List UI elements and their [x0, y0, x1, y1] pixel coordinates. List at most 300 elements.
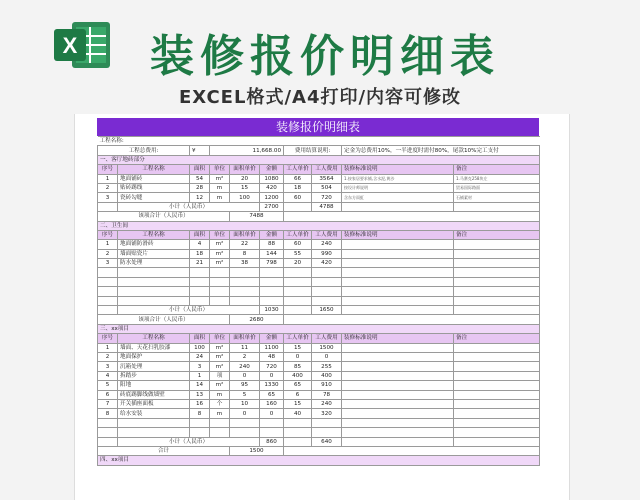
cell-wfee: 255 — [312, 362, 342, 371]
cell-amount: 798 — [260, 259, 284, 268]
cell-unit — [210, 268, 230, 277]
cell-area: 3 — [190, 362, 210, 371]
cell-remark — [454, 381, 540, 390]
cell-name: 沉箱处理 — [118, 362, 190, 371]
cell-wprice: 60 — [284, 193, 312, 202]
column-header: 工程名称 — [118, 165, 190, 174]
column-header: 序号 — [98, 334, 118, 343]
cell-area — [190, 268, 210, 277]
cell-price: 5 — [230, 390, 260, 399]
section-title: 四、xx项目 — [98, 456, 540, 465]
cell-remark — [454, 399, 540, 408]
cell-desc — [342, 371, 454, 380]
cell-no: 5 — [98, 381, 118, 390]
cell-wprice: 85 — [284, 362, 312, 371]
table-row-empty — [98, 277, 540, 286]
cell-name: 地面铺砖 — [118, 174, 190, 183]
cell-wprice — [284, 268, 312, 277]
cell-area: 21 — [190, 259, 210, 268]
cell-price: 100 — [230, 193, 260, 202]
currency-symbol: ¥ — [190, 146, 210, 155]
project-name-row — [98, 137, 540, 146]
column-header: 面积 — [190, 230, 210, 239]
cell-price: 22 — [230, 240, 260, 249]
cell-amount: 1100 — [260, 343, 284, 352]
cell-wfee — [312, 287, 342, 296]
cell-wprice: 18 — [284, 183, 312, 192]
cell-desc — [342, 409, 454, 418]
cell-wfee — [312, 277, 342, 286]
subtotal-label: 小计（人民币） — [118, 202, 260, 211]
column-header: 单位 — [210, 334, 230, 343]
cell-desc — [342, 240, 454, 249]
excel-logo-icon — [54, 20, 112, 70]
cell-wprice: 6 — [284, 390, 312, 399]
cell-wprice: 0 — [284, 352, 312, 361]
cell-wfee — [312, 296, 342, 305]
banner-title: 装修报价明细表 — [150, 31, 500, 82]
column-header: 工程名称 — [118, 334, 190, 343]
cell-no: 2 — [98, 249, 118, 258]
cell-wfee: 1500 — [312, 343, 342, 352]
subtotal-amount: 2700 — [260, 202, 284, 211]
cell-area: 16 — [190, 399, 210, 408]
cell-price — [230, 268, 260, 277]
cell-name: 拆踏步 — [118, 371, 190, 380]
cell-name: 地面铺防滑砖 — [118, 240, 190, 249]
cell-price: 8 — [230, 249, 260, 258]
cell-no: 4 — [98, 371, 118, 380]
cell-no: 2 — [98, 183, 118, 192]
cell-remark — [454, 249, 540, 258]
cell-wprice — [284, 418, 312, 427]
cell-wfee: 990 — [312, 249, 342, 258]
cell-wprice: 40 — [284, 409, 312, 418]
column-header: 单位 — [210, 230, 230, 239]
cell-remark — [454, 277, 540, 286]
cell-unit: m² — [210, 240, 230, 249]
cell-name: 开关插座面板 — [118, 399, 190, 408]
cell-amount: 0 — [260, 409, 284, 418]
cell-name: 砖底踢脚线做墙壁 — [118, 390, 190, 399]
cell-unit: m² — [210, 249, 230, 258]
cell-no: 3 — [98, 193, 118, 202]
cell-no: 7 — [98, 399, 118, 408]
subtotal-amount: 1030 — [260, 306, 284, 315]
cell-name: 阳地 — [118, 381, 190, 390]
cell-amount: 1080 — [260, 174, 284, 183]
cell-spacer — [454, 437, 540, 446]
cell-wfee: 240 — [312, 399, 342, 408]
subtotal-amount: 860 — [260, 437, 284, 446]
section-sum-row — [98, 446, 540, 455]
cell-unit — [210, 287, 230, 296]
table-row-empty — [98, 287, 540, 296]
cell-spacer — [342, 202, 454, 211]
sheet-title: 装修报价明细表 — [97, 118, 539, 136]
cell-no: 8 — [98, 409, 118, 418]
cell-wprice — [284, 296, 312, 305]
subtotal-row — [98, 202, 540, 211]
cell-amount: 1200 — [260, 193, 284, 202]
cell-name: 地面保护 — [118, 352, 190, 361]
section-sum-label: 该项合计（人民币） — [98, 212, 230, 221]
cell-amount: 88 — [260, 240, 284, 249]
cell-area: 12 — [190, 193, 210, 202]
cell-spacer — [284, 446, 540, 455]
cell-wfee: 720 — [312, 193, 342, 202]
cell-wprice: 65 — [284, 381, 312, 390]
column-header-row — [98, 334, 540, 343]
table-row — [98, 259, 540, 268]
cell-price: 20 — [230, 174, 260, 183]
cell-spacer — [98, 202, 118, 211]
table-row — [98, 371, 540, 380]
cell-unit: m² — [210, 259, 230, 268]
svg-text:X: X — [62, 33, 78, 58]
cell-no — [98, 428, 118, 437]
cell-amount: 720 — [260, 362, 284, 371]
cell-spacer — [342, 437, 454, 446]
cell-wfee: 420 — [312, 259, 342, 268]
cell-area: 24 — [190, 352, 210, 361]
cell-amount — [260, 296, 284, 305]
column-header: 序号 — [98, 165, 118, 174]
cell-wfee: 320 — [312, 409, 342, 418]
cell-wfee: 910 — [312, 381, 342, 390]
section-sum-value: 7488 — [230, 212, 284, 221]
cell-price: 10 — [230, 399, 260, 408]
column-header: 装修标准说明 — [342, 334, 454, 343]
cell-desc: 含东方雨虹 — [342, 193, 454, 202]
column-header: 金额 — [260, 230, 284, 239]
total-label: 工程总费用: — [98, 146, 190, 155]
cell-wprice: 400 — [284, 371, 312, 380]
cell-wfee — [312, 428, 342, 437]
cell-desc: 按设计师说明 — [342, 183, 454, 192]
cell-desc — [342, 362, 454, 371]
cell-price: 15 — [230, 183, 260, 192]
cell-amount: 420 — [260, 183, 284, 192]
cell-wfee — [312, 268, 342, 277]
banner-subtitle: EXCEL格式/A4打印/内容可修改 — [178, 87, 462, 108]
cell-unit: m² — [210, 352, 230, 361]
subtotal-worker-fee: 1650 — [312, 306, 342, 315]
cell-price: 240 — [230, 362, 260, 371]
cell-wfee: 504 — [312, 183, 342, 192]
column-header: 备注 — [454, 334, 540, 343]
column-header-row — [98, 230, 540, 239]
cell-desc — [342, 268, 454, 277]
cell-amount: 65 — [260, 390, 284, 399]
column-header: 工人单价 — [284, 334, 312, 343]
cell-remark — [454, 371, 540, 380]
cell-desc — [342, 428, 454, 437]
cell-area: 8 — [190, 409, 210, 418]
cell-unit: m² — [210, 381, 230, 390]
cell-area — [190, 296, 210, 305]
cell-spacer — [98, 437, 118, 446]
cell-no: 2 — [98, 352, 118, 361]
cell-wfee: 78 — [312, 390, 342, 399]
cell-unit — [210, 296, 230, 305]
column-header: 工人费用 — [312, 165, 342, 174]
cell-wprice — [284, 287, 312, 296]
cell-spacer — [284, 315, 540, 324]
cell-remark: 1.马赛克258块左 — [454, 174, 540, 183]
column-header: 金额 — [260, 334, 284, 343]
cell-price — [230, 428, 260, 437]
cell-unit: m — [210, 409, 230, 418]
quote-table — [97, 136, 540, 466]
table-row-empty — [98, 268, 540, 277]
cell-amount: 48 — [260, 352, 284, 361]
column-header: 工人单价 — [284, 165, 312, 174]
section-title-row — [98, 221, 540, 230]
table-row-empty — [98, 428, 540, 437]
column-header: 面积单价 — [230, 165, 260, 174]
table-row — [98, 240, 540, 249]
column-header: 面积单价 — [230, 230, 260, 239]
column-header-row — [98, 165, 540, 174]
cell-price — [230, 277, 260, 286]
cell-name — [118, 296, 190, 305]
cell-wfee: 0 — [312, 352, 342, 361]
table-row — [98, 343, 540, 352]
cell-no: 1 — [98, 240, 118, 249]
cell-name — [118, 418, 190, 427]
cell-unit — [210, 277, 230, 286]
cell-wprice — [284, 277, 312, 286]
section-title-row — [98, 456, 540, 465]
cell-spacer — [454, 202, 540, 211]
subtotal-label: 小计（人民币） — [118, 437, 260, 446]
cell-name: 墙面贴瓷片 — [118, 249, 190, 258]
cell-area — [190, 277, 210, 286]
cell-no: 6 — [98, 390, 118, 399]
cell-amount — [260, 287, 284, 296]
cell-remark — [454, 418, 540, 427]
cell-spacer — [284, 202, 312, 211]
cell-wprice: 60 — [284, 240, 312, 249]
cell-price — [230, 296, 260, 305]
spreadsheet-page — [74, 114, 570, 500]
summary-row — [98, 146, 540, 155]
cell-amount: 0 — [260, 371, 284, 380]
cell-wprice: 15 — [284, 343, 312, 352]
table-row-empty — [98, 296, 540, 305]
cell-unit: m — [210, 390, 230, 399]
table-row — [98, 249, 540, 258]
cell-desc — [342, 277, 454, 286]
cell-price: 2 — [230, 352, 260, 361]
banner-header — [0, 0, 640, 112]
cell-amount — [260, 268, 284, 277]
total-value: 11,668.00 — [210, 146, 284, 155]
section-sum-value: 2680 — [230, 315, 284, 324]
cell-area: 13 — [190, 390, 210, 399]
column-header: 装修标准说明 — [342, 165, 454, 174]
cell-no: 3 — [98, 259, 118, 268]
section-title: 一、客厅地砖部分 — [98, 155, 540, 164]
cell-area: 100 — [190, 343, 210, 352]
cell-unit — [210, 428, 230, 437]
cell-no — [98, 296, 118, 305]
cell-area: 18 — [190, 249, 210, 258]
cell-desc — [342, 418, 454, 427]
cell-desc — [342, 249, 454, 258]
column-header: 备注 — [454, 230, 540, 239]
cell-remark — [454, 343, 540, 352]
table-row — [98, 352, 540, 361]
cell-wprice: 66 — [284, 174, 312, 183]
cell-remark — [454, 352, 540, 361]
cell-unit: m² — [210, 343, 230, 352]
cell-no — [98, 287, 118, 296]
cell-amount: 144 — [260, 249, 284, 258]
column-header: 序号 — [98, 230, 118, 239]
column-header: 面积 — [190, 165, 210, 174]
cell-desc: 1.按家居要求铺,含水泥,黄沙 — [342, 174, 454, 183]
cell-no: 1 — [98, 343, 118, 352]
cell-price: 0 — [230, 371, 260, 380]
cell-amount: 1330 — [260, 381, 284, 390]
cell-desc — [342, 399, 454, 408]
table-row — [98, 409, 540, 418]
cell-unit: m² — [210, 174, 230, 183]
cell-wfee: 3564 — [312, 174, 342, 183]
subtotal-worker-fee: 4788 — [312, 202, 342, 211]
table-row — [98, 390, 540, 399]
cell-spacer — [284, 212, 540, 221]
project-name-label: 工程名称: — [98, 137, 540, 146]
section-title: 二、卫生间 — [98, 221, 540, 230]
cell-no: 1 — [98, 174, 118, 183]
cell-amount — [260, 418, 284, 427]
cell-price: 95 — [230, 381, 260, 390]
cell-name — [118, 268, 190, 277]
cell-remark — [454, 259, 540, 268]
cell-name — [118, 277, 190, 286]
cell-name: 防水处理 — [118, 259, 190, 268]
section-sum-label: 该项合计（人民币） — [98, 315, 230, 324]
section-title-row — [98, 155, 540, 164]
cell-remark — [454, 296, 540, 305]
subtotal-row — [98, 437, 540, 446]
cell-area — [190, 428, 210, 437]
cell-unit: m — [210, 183, 230, 192]
cell-unit: m — [210, 193, 230, 202]
cell-area: 14 — [190, 381, 210, 390]
column-header: 装修标准说明 — [342, 230, 454, 239]
section-sum-row — [98, 212, 540, 221]
cell-amount — [260, 428, 284, 437]
section-sum-label: 合计 — [98, 446, 230, 455]
table-row — [98, 362, 540, 371]
cell-unit: 项 — [210, 371, 230, 380]
cell-remark — [454, 240, 540, 249]
cell-area: 54 — [190, 174, 210, 183]
cell-remark — [454, 268, 540, 277]
cell-desc — [342, 287, 454, 296]
fee-desc-label: 费用结算说明: — [284, 146, 342, 155]
cell-desc — [342, 343, 454, 352]
cell-price: 0 — [230, 409, 260, 418]
cell-wfee — [312, 418, 342, 427]
subtotal-row — [98, 306, 540, 315]
table-row — [98, 399, 540, 408]
cell-area — [190, 287, 210, 296]
cell-spacer — [98, 306, 118, 315]
cell-remark — [454, 409, 540, 418]
cell-no: 3 — [98, 362, 118, 371]
cell-spacer — [284, 306, 312, 315]
table-row-empty — [98, 418, 540, 427]
section-sum-value: 1500 — [230, 446, 284, 455]
cell-desc — [342, 296, 454, 305]
cell-area — [190, 418, 210, 427]
column-header: 单位 — [210, 165, 230, 174]
cell-area: 4 — [190, 240, 210, 249]
cell-desc — [342, 352, 454, 361]
cell-no — [98, 268, 118, 277]
section-title: 三、xx项目 — [98, 324, 540, 333]
table-row — [98, 193, 540, 202]
fee-desc-text: 定金为总费用10%，一半进度时需付80%，尾款10%完工支付 — [342, 146, 540, 155]
cell-spacer — [284, 437, 312, 446]
cell-name: 给水安装 — [118, 409, 190, 418]
cell-wprice: 20 — [284, 259, 312, 268]
cell-desc — [342, 381, 454, 390]
cell-wprice — [284, 428, 312, 437]
table-row — [98, 183, 540, 192]
cell-spacer — [342, 306, 454, 315]
cell-wfee: 400 — [312, 371, 342, 380]
section-title-row — [98, 324, 540, 333]
cell-unit: m² — [210, 362, 230, 371]
cell-remark — [454, 390, 540, 399]
cell-remark — [454, 362, 540, 371]
column-header: 工人费用 — [312, 230, 342, 239]
column-header: 备注 — [454, 165, 540, 174]
column-header: 面积单价 — [230, 334, 260, 343]
cell-area: 28 — [190, 183, 210, 192]
cell-name: 瓷砖勾缝 — [118, 193, 190, 202]
cell-name — [118, 428, 190, 437]
cell-price: 11 — [230, 343, 260, 352]
subtotal-label: 小计（人民币） — [118, 306, 260, 315]
cell-desc — [342, 259, 454, 268]
cell-area: 1 — [190, 371, 210, 380]
cell-price — [230, 418, 260, 427]
table-row — [98, 381, 540, 390]
section-sum-row — [98, 315, 540, 324]
cell-unit: 个 — [210, 399, 230, 408]
column-header: 工人费用 — [312, 334, 342, 343]
cell-remark: 贸易国际路面 — [454, 183, 540, 192]
cell-wprice: 55 — [284, 249, 312, 258]
table-row — [98, 174, 540, 183]
cell-desc — [342, 390, 454, 399]
cell-name — [118, 287, 190, 296]
cell-price — [230, 287, 260, 296]
column-header: 工人单价 — [284, 230, 312, 239]
cell-remark — [454, 287, 540, 296]
cell-remark — [454, 428, 540, 437]
column-header: 面积 — [190, 334, 210, 343]
cell-unit — [210, 418, 230, 427]
cell-wprice: 15 — [284, 399, 312, 408]
